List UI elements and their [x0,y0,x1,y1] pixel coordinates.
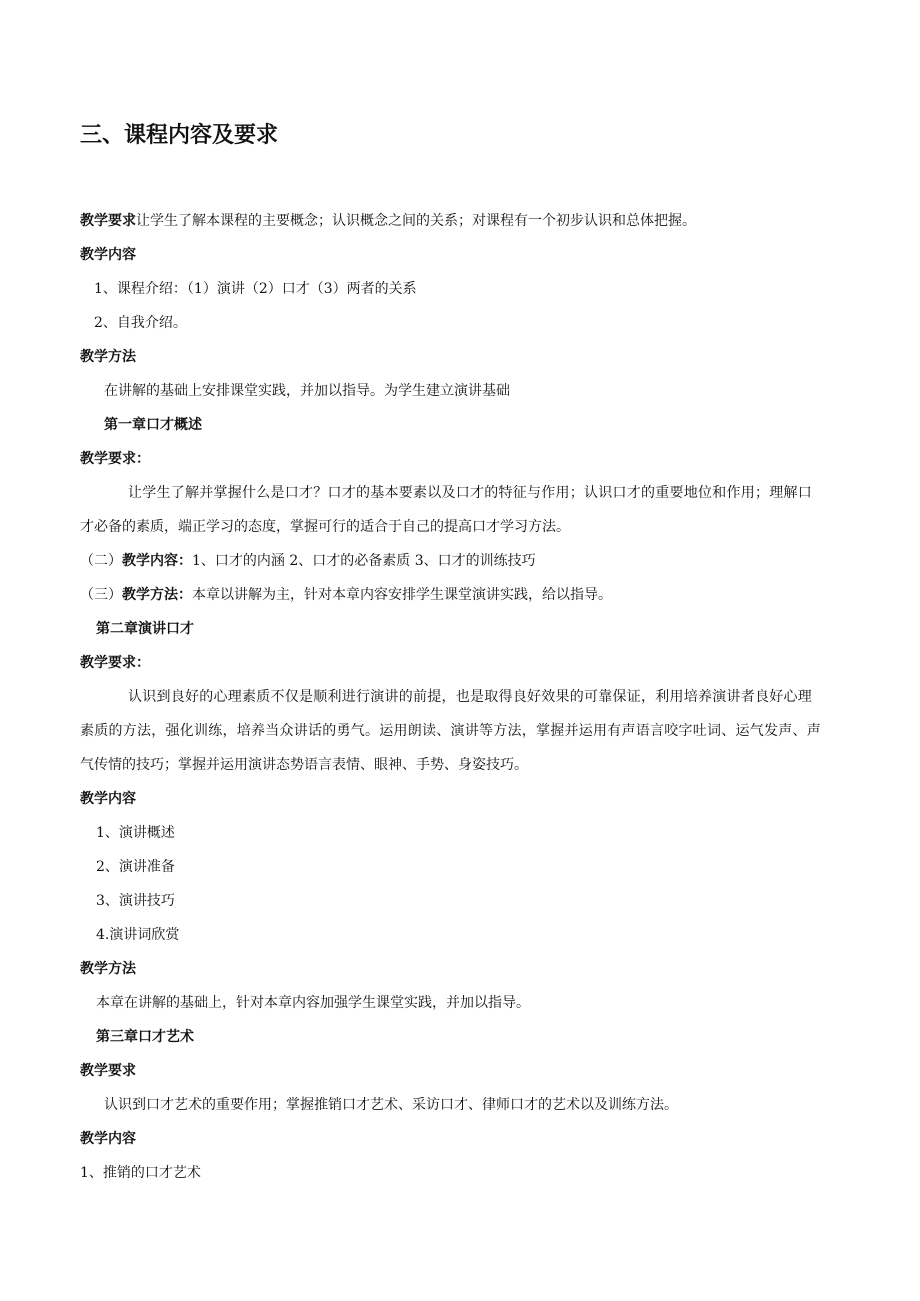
chapter3-content-item: 1、推销的口才艺术 [80,1165,201,1181]
chapter2-requirement-line: 气传情的技巧；掌握并运用演讲态势语言表情、眼神、手势、身姿技巧。 [80,757,528,773]
chapter1-requirement-label: 教学要求： [80,451,150,467]
chapter2-title: 第二章演讲口才 [96,621,194,637]
chapter3-title: 第三章口才艺术 [96,1029,194,1045]
chapter2-content-item: 2、演讲准备 [96,859,175,875]
chapter3-requirement-text: 认识到口才艺术的重要作用；掌握推销口才艺术、采访口才、律师口才的艺术以及训练方法。 [104,1097,678,1113]
chapter3-content-label: 教学内容 [80,1131,136,1147]
chapter1-title: 第一章口才概述 [104,417,202,433]
chapter1-method-text: 本章以讲解为主，针对本章内容安排学生课堂演讲实践，给以指导。 [192,587,612,603]
chapter1-method-prefix: （三） [80,587,122,603]
chapter1-content [80,551,536,571]
intro-content-label: 教学内容 [80,247,136,263]
chapter2-content-item: 1、演讲概述 [96,825,175,841]
intro-method-text: 在讲解的基础上安排课堂实践，并加以指导。为学生建立演讲基础 [104,383,510,399]
chapter1-requirement-line: 让学生了解并掌握什么是口才？口才的基本要素以及口才的特征与作用；认识口才的重要地位和作用；理解口 [128,485,812,501]
chapter1-method [80,585,612,605]
chapter2-method-text: 本章在讲解的基础上，针对本章内容加强学生课堂实践，并加以指导。 [96,995,530,1011]
intro-content-item: 1、课程介绍：（1）演讲（2）口才（3）两者的关系 [94,281,417,297]
chapter1-content-label: 教学内容： [122,553,192,569]
chapter1-method-label: 教学方法： [122,587,192,603]
chapter1-content-prefix: （二） [80,553,122,569]
chapter2-content-label: 教学内容 [80,791,136,807]
chapter2-method-label: 教学方法 [80,961,136,977]
chapter3-requirement-label: 教学要求 [80,1063,136,1079]
intro-method-label: 教学方法 [80,349,136,365]
chapter2-requirement-label: 教学要求： [80,655,150,671]
chapter1-content-text: 1、口才的内涵 2、口才的必备素质 3、口才的训练技巧 [192,553,536,569]
chapter2-requirement-line: 素质的方法，强化训练，培养当众讲话的勇气。运用朗读、演讲等方法，掌握并运用有声语言咬字吐词、运气发声、声 [80,723,821,739]
chapter2-requirement-line: 认识到良好的心理素质不仅是顺利进行演讲的前提，也是取得良好效果的可靠保证，利用培养演讲者良好心理 [128,689,812,705]
section-title: 三、课程内容及要求 [80,123,279,148]
chapter1-requirement-line: 才必备的素质，端正学习的态度，掌握可行的适合于自己的提高口才学习方法。 [80,519,570,535]
intro-requirement-text: 让学生了解本课程的主要概念；认识概念之间的关系；对课程有一个初步认识和总体把握。 [136,213,696,229]
chapter2-content-item: 3、演讲技巧 [96,893,175,909]
intro-content-item: 2、自我介绍。 [94,315,187,331]
chapter2-content-item: 4.演讲词欣赏 [96,927,180,943]
intro-requirement-label: 教学要求 [80,213,136,229]
intro-requirement [80,211,696,231]
